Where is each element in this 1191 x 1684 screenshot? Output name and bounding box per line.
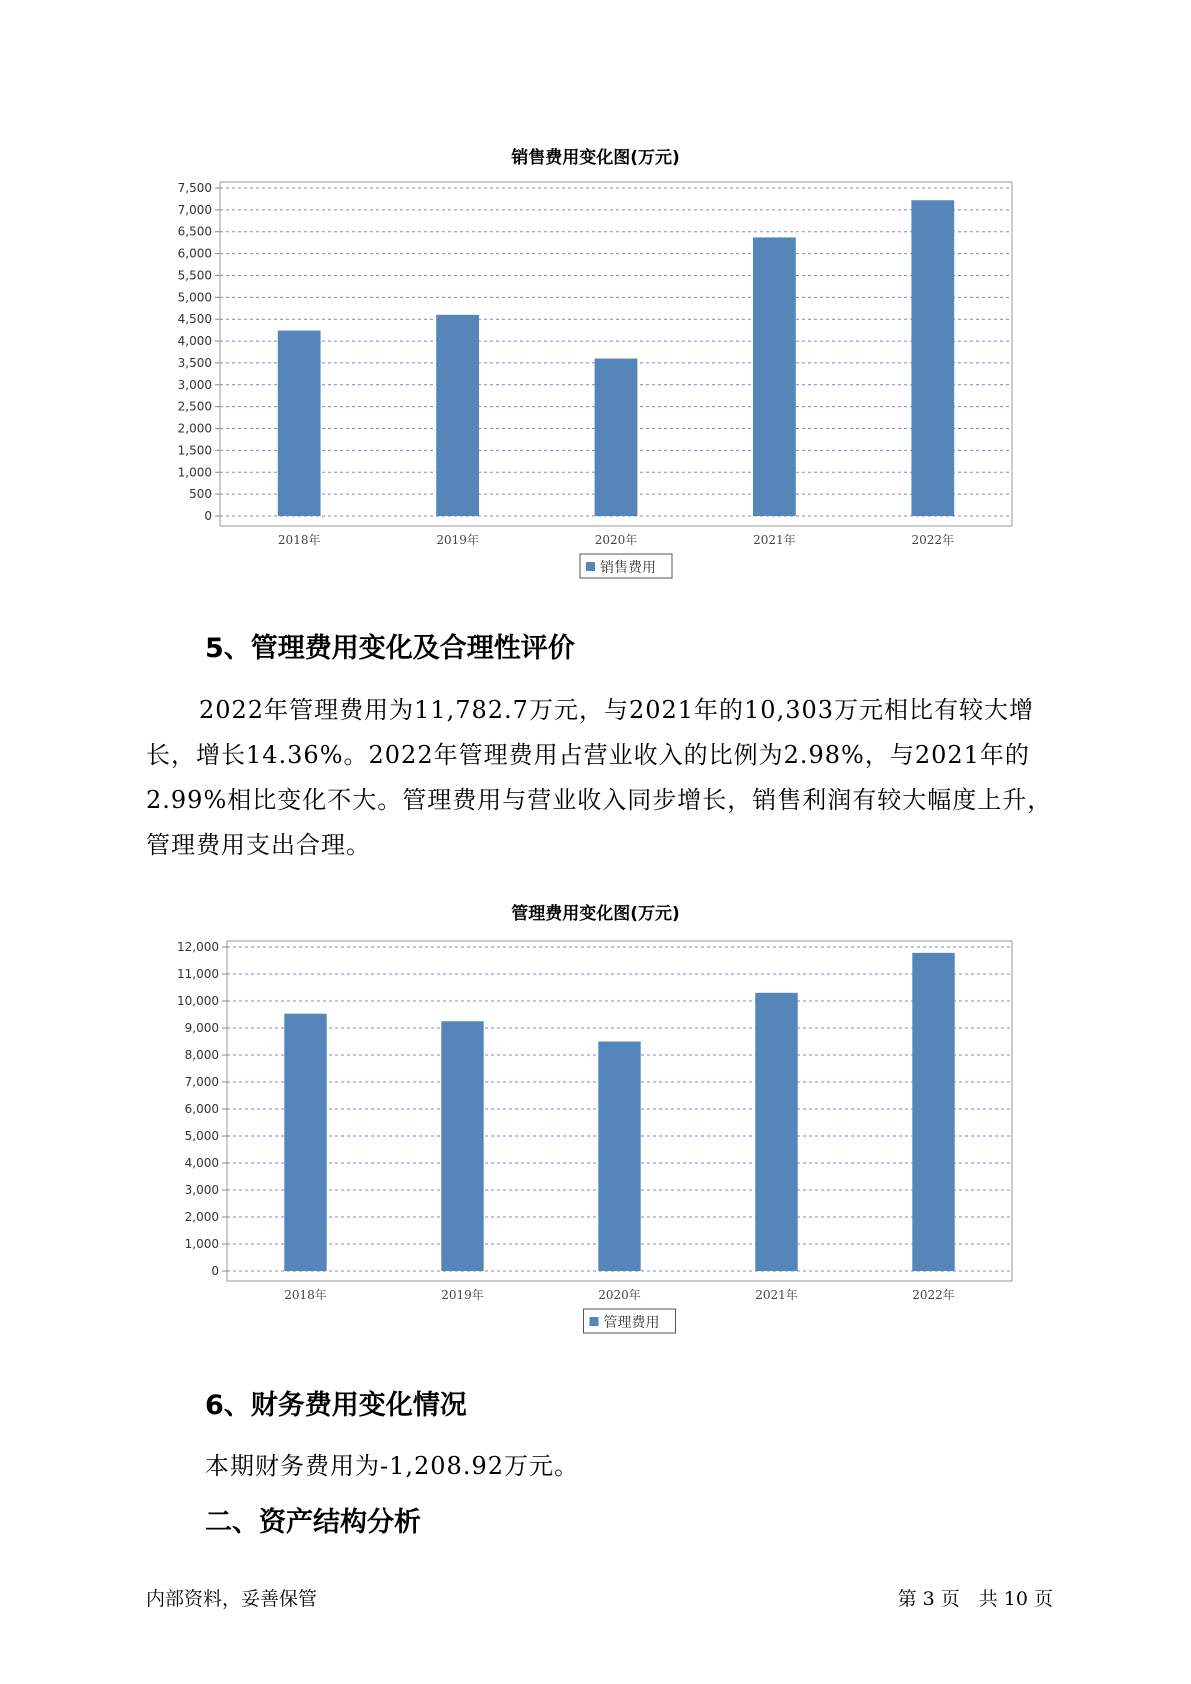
y-tick-label: 1,500 <box>177 443 212 458</box>
x-tick-label: 2022年 <box>911 533 955 547</box>
bar <box>755 993 797 1271</box>
y-tick-label: 7,500 <box>177 181 212 195</box>
x-tick-label: 2018年 <box>277 533 321 547</box>
footer-confidential-note: 内部资料，妥善保管 <box>146 1588 318 1610</box>
footer-page-number: 第 3 页 共 10 页 <box>897 1588 1053 1610</box>
section-6-heading: 6、财务费用变化情况 <box>205 1390 467 1421</box>
y-tick-label: 7,000 <box>177 202 212 217</box>
x-tick-label: 2022年 <box>912 1288 955 1302</box>
y-tick-label: 5,500 <box>177 268 212 283</box>
y-tick-label: 9,000 <box>184 1021 219 1035</box>
x-tick-label: 2020年 <box>594 533 638 547</box>
y-tick-label: 4,500 <box>177 312 212 327</box>
bar <box>595 359 638 516</box>
y-tick-label: 0 <box>204 509 212 523</box>
x-tick-label: 2018年 <box>284 1288 327 1302</box>
admin-chart-title: 管理费用变化图(万元) <box>511 904 680 924</box>
section-5-paragraph: 2022年管理费用为11,782.7万元，与2021年的10,303万元相比有较大增长，增长14.36%。2022年管理费用占营业收入的比例为2.98%，与2021年的2.99%相比变化不大。管理费用与营业收入同步增长，销售利润有较大幅度上升，管理费用支出合理。 <box>146 696 1053 859</box>
y-tick-label: 0 <box>211 1264 219 1278</box>
bar <box>284 1014 326 1271</box>
y-tick-label: 500 <box>189 487 212 502</box>
section-6-text: 本期财务费用为-1,208.92万元。 <box>205 1452 579 1480</box>
sales-expense-chart <box>0 160 1191 610</box>
x-tick-label: 2019年 <box>441 1288 484 1302</box>
y-tick-label: 6,500 <box>177 224 212 239</box>
y-tick-label: 3,500 <box>177 355 212 370</box>
y-tick-label: 5,000 <box>184 1129 219 1143</box>
y-tick-label: 1,000 <box>184 1237 219 1251</box>
bar <box>911 200 954 516</box>
y-tick-label: 2,500 <box>177 399 212 414</box>
bar <box>753 237 796 516</box>
legend-label: 销售费用 <box>600 560 656 576</box>
legend-label: 管理费用 <box>603 1315 660 1331</box>
y-tick-label: 6,000 <box>184 1102 219 1116</box>
x-tick-label: 2021年 <box>753 533 796 547</box>
y-tick-label: 12,000 <box>177 940 219 954</box>
bar <box>278 331 321 516</box>
legend-swatch <box>586 562 595 571</box>
x-tick-label: 2019年 <box>436 533 479 547</box>
bar <box>912 953 954 1271</box>
admin-expense-chart <box>0 915 1191 1365</box>
y-tick-label: 8,000 <box>184 1048 219 1062</box>
x-tick-label: 2021年 <box>755 1288 798 1302</box>
y-tick-label: 2,000 <box>184 1210 219 1224</box>
y-tick-label: 10,000 <box>177 994 219 1008</box>
bar <box>436 315 479 516</box>
y-tick-label: 5,000 <box>177 290 212 305</box>
y-tick-label: 6,000 <box>177 246 212 261</box>
y-tick-label: 1,000 <box>177 465 212 480</box>
y-tick-label: 4,000 <box>177 334 212 349</box>
y-tick-label: 2,000 <box>177 421 212 436</box>
y-tick-label: 4,000 <box>184 1156 219 1170</box>
bar <box>441 1021 483 1271</box>
legend-swatch <box>590 1317 599 1326</box>
y-tick-label: 3,000 <box>184 1183 219 1197</box>
x-tick-label: 2020年 <box>598 1288 641 1302</box>
section-5-heading: 5、管理费用变化及合理性评价 <box>205 633 575 664</box>
section-two-heading: 二、资产结构分析 <box>205 1507 421 1538</box>
bar <box>598 1042 640 1272</box>
y-tick-label: 3,000 <box>177 377 212 392</box>
sales-chart-title: 销售费用变化图(万元) <box>511 148 680 168</box>
y-tick-label: 11,000 <box>177 967 219 981</box>
y-tick-label: 7,000 <box>184 1075 219 1089</box>
